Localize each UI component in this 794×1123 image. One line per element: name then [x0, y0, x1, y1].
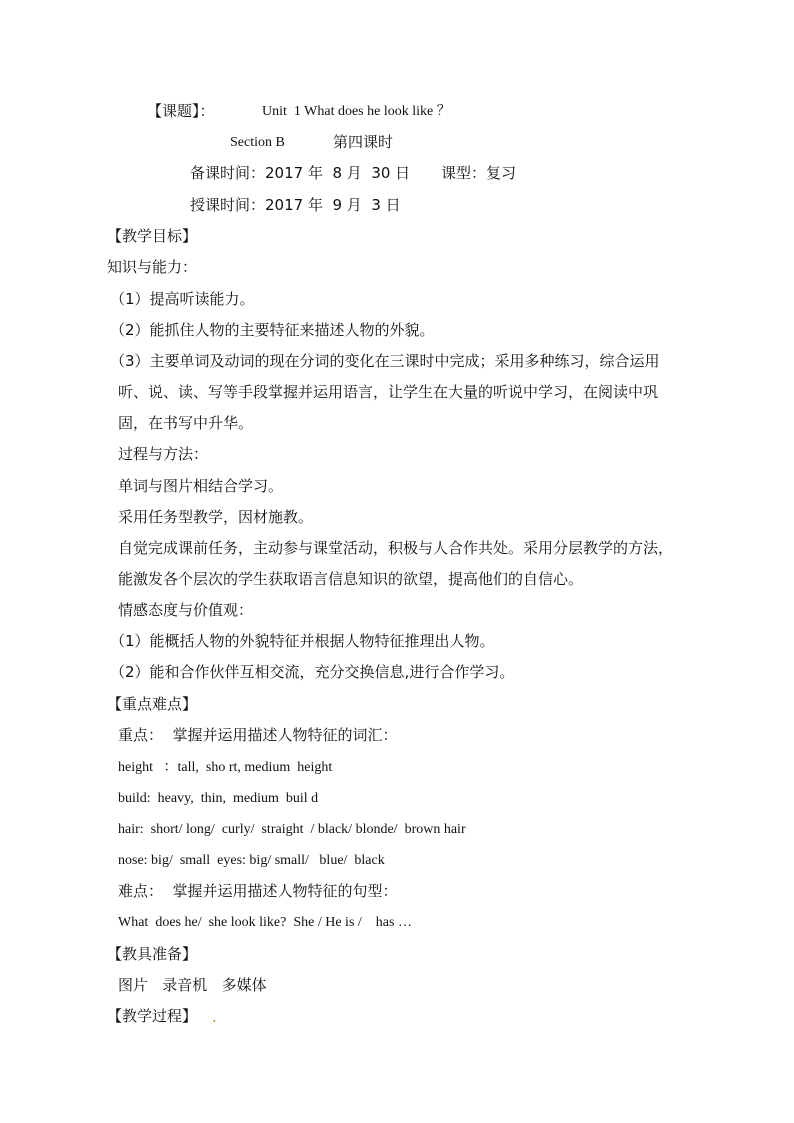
- knowledge-item-3-line1: （3）主要单词及动词的现在分词的变化在三课时中完成；采用多种练习，综合运用: [110, 352, 660, 370]
- emotion-item-2: （2）能和合作伙伴互相交流，充分交换信息,进行合作学习。: [110, 663, 515, 681]
- process-item-2: 采用任务型教学，因材施教。: [118, 508, 314, 526]
- process-section-heading: 【教学过程】: [107, 1007, 198, 1025]
- knowledge-heading: 知识与能力：: [107, 258, 198, 276]
- process-heading: 过程与方法：: [118, 445, 209, 463]
- vocab-nose: nose: big/ small eyes: big/ small/ blue/ black: [118, 853, 385, 868]
- lesson-label: 第四课时: [333, 133, 394, 151]
- materials-items: 图片 录音机 多媒体: [118, 976, 267, 994]
- topic-label: 【课题】：: [147, 102, 215, 120]
- process-item-3-line2: 能激发各个层次的学生获取语言信息知识的欲望，提高他们的自信心。: [118, 570, 584, 588]
- section-label: Section B: [230, 135, 285, 150]
- unit-title: Unit 1 What does he look like ？: [262, 104, 451, 119]
- vocab-height: height ：tall, sho rt, medium height: [118, 760, 333, 775]
- knowledge-item-3-line3: 固，在书写中升华。: [118, 414, 254, 432]
- key-points-heading: 【重点难点】: [107, 695, 198, 713]
- emotion-heading: 情感态度与价值观：: [118, 601, 254, 619]
- teach-time: 授课时间：2017 年 9 月 3 日: [190, 196, 401, 214]
- key-point-label: 重点： 掌握并运用描述人物特征的词汇：: [118, 726, 398, 744]
- difficult-point-label: 难点： 掌握并运用描述人物特征的句型：: [118, 882, 398, 900]
- emotion-item-1: （1）能概括人物的外貌特征并根据人物特征推理出人物。: [110, 632, 495, 650]
- sentence-pattern: What does he/ she look like? She / He is / has …: [118, 915, 412, 930]
- knowledge-item-2: （2）能抓住人物的主要特征来描述人物的外貌。: [110, 321, 435, 339]
- lesson-type: 课型：复习: [441, 164, 517, 182]
- vocab-build: build: heavy, thin, medium buil d: [118, 791, 319, 806]
- process-item-3-line1: 自觉完成课前任务，主动参与课堂活动，积极与人合作共处。采用分层教学的方法，: [118, 539, 674, 557]
- materials-heading: 【教具准备】: [107, 945, 198, 963]
- vocab-hair: hair: short/ long/ curly/ straight / black/ blonde/ brown hair: [118, 822, 466, 837]
- objectives-heading: 【教学目标】: [107, 227, 198, 245]
- process-item-1: 单词与图片相结合学习。: [118, 477, 284, 495]
- prep-time: 备课时间：2017 年 8 月 30 日: [190, 164, 411, 182]
- knowledge-item-3-line2: 听、说、读、写等手段掌握并运用语言，让学生在大量的听说中学习，在阅读中巩: [118, 383, 659, 401]
- knowledge-item-1: （1）提高听读能力。: [110, 290, 255, 308]
- trailing-dot: .: [212, 1008, 217, 1026]
